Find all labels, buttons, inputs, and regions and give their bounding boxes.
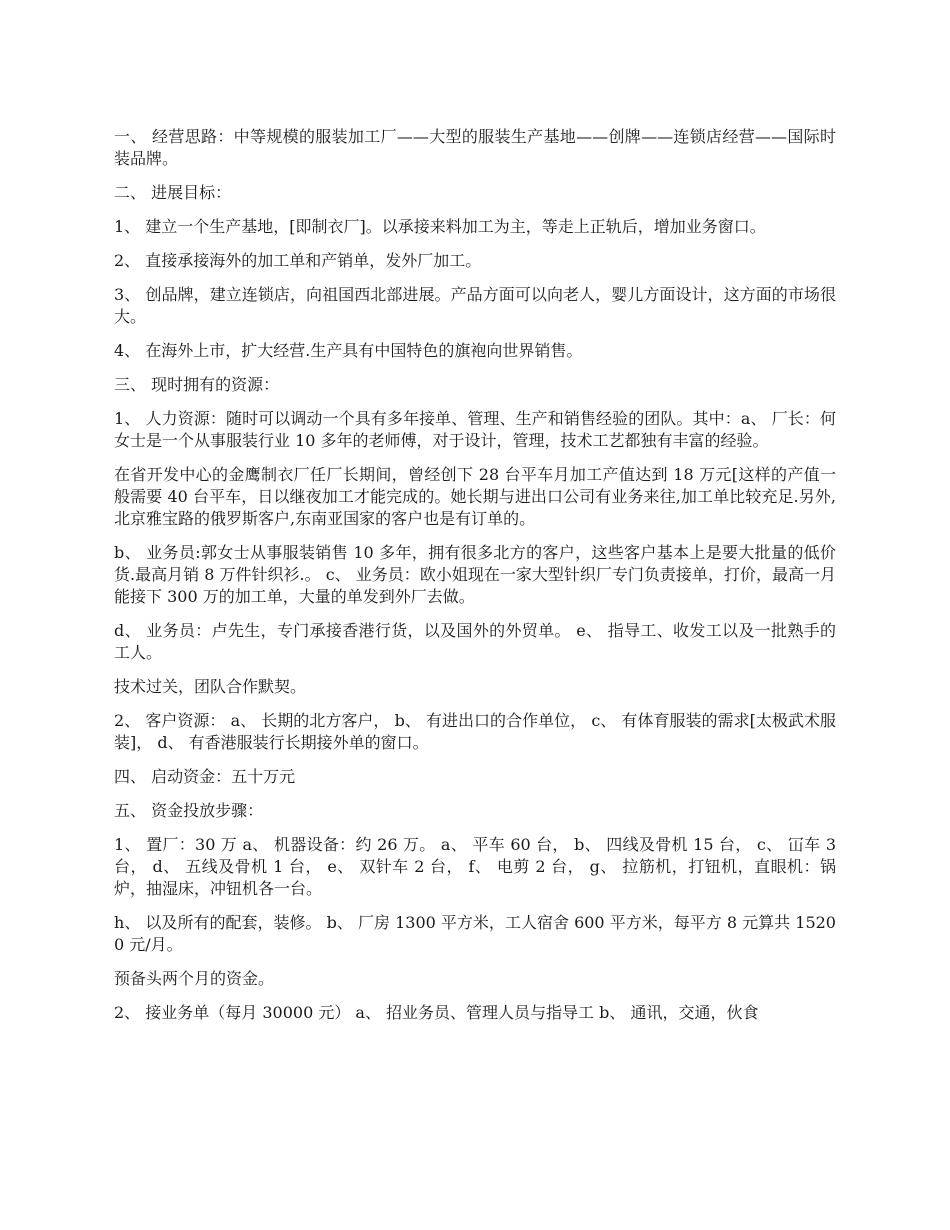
resource-team-note: 技术过关，团队合作默契。 (114, 677, 307, 696)
heading-development-goals: 二、 进展目标： (114, 183, 232, 202)
heading-startup-capital: 四、 启动资金：五十万元 (114, 767, 296, 786)
investment-reserve-note: 预备头两个月的资金。 (114, 969, 275, 988)
goal-item-2: 2、 直接承接海外的加工单和产销单，发外厂加工。 (114, 251, 482, 270)
goal-item-3: 3、 创品牌，建立连锁店，向祖国西北部进展。产品方面可以向老人，婴儿方面设计，这方面的市场很大。 (114, 285, 836, 326)
heading-business-idea: 一、 经营思路：中等规模的服装加工厂——大型的服装生产基地——创牌——连锁店经营——国际时装品牌。 (114, 127, 836, 168)
resource-human: 1、 人力资源：随时可以调动一个具有多年接单、管理、生产和销售经验的团队。其中：a、 厂长：何女士是一个从事服装行业 10 多年的老师傅，对于设计，管理，技术工艺都独有丰富的经验。 (114, 409, 836, 450)
heading-current-resources: 三、 现时拥有的资源： (114, 375, 280, 394)
document-page (114, 126, 836, 1036)
heading-investment-steps: 五、 资金投放步骤： (114, 801, 264, 820)
investment-step-1: 1、 置厂：30 万 a、 机器设备：约 26 万。 a、 平车 60 台， b、 四线及骨机 15 台， c、 冚车 3 台， d、 五线及骨机 1 台， e、 双针车 2 台， f、 电剪 2 台， g、 拉筋机，打钮机，直眼机：锅炉，抽湿床，冲钮机各一台。 (114, 835, 836, 898)
resource-factory-manager-history: 在省开发中心的金鹰制衣厂任厂长期间，曾经创下 28 台平车月加工产值达到 18 万元[这样的产值一般需要 40 台平车，日以继夜加工才能完成的。她长期与进出口公司有业务来往,加工单比较充足.另外,北京雅宝路的俄罗斯客户,东南亚国家的客户也是有订单的。 (114, 465, 836, 528)
goal-item-4: 4、 在海外上市，扩大经营.生产具有中国特色的旗袍向世界销售。 (114, 341, 583, 360)
investment-step-1-cont: h、 以及所有的配套，装修。 b、 厂房 1300 平方米，工人宿舍 600 平方米，每平方 8 元算共 15200 元/月。 (114, 913, 836, 954)
resource-sales-staff-2: d、 业务员：卢先生，专门承接香港行货，以及国外的外贸单。 e、 指导工、收发工以及一批熟手的工人。 (114, 621, 836, 662)
resource-customers: 2、 客户资源： a、 长期的北方客户， b、 有进出口的合作单位， c、 有体育服装的需求[太极武术服装]， d、 有香港服装行长期接外单的窗口。 (114, 711, 836, 752)
resource-sales-staff: b、 业务员:郭女士从事服装销售 10 多年，拥有很多北方的客户，这些客户基本上是要大批量的低价货.最高月销 8 万件针织衫.。 c、 业务员：欧小姐现在一家大型针织厂专门负责接单，打价，最高一月能接下 300 万的加工单，大量的单发到外厂去做。 (114, 543, 836, 606)
investment-step-2: 2、 接业务单（每月 30000 元） a、 招业务员、管理人员与指导工 b、 通讯，交通，伙食 (114, 1003, 759, 1022)
goal-item-1: 1、 建立一个生产基地，[即制衣厂]。以承接来料加工为主，等走上正轨后，增加业务窗口。 (114, 217, 766, 236)
